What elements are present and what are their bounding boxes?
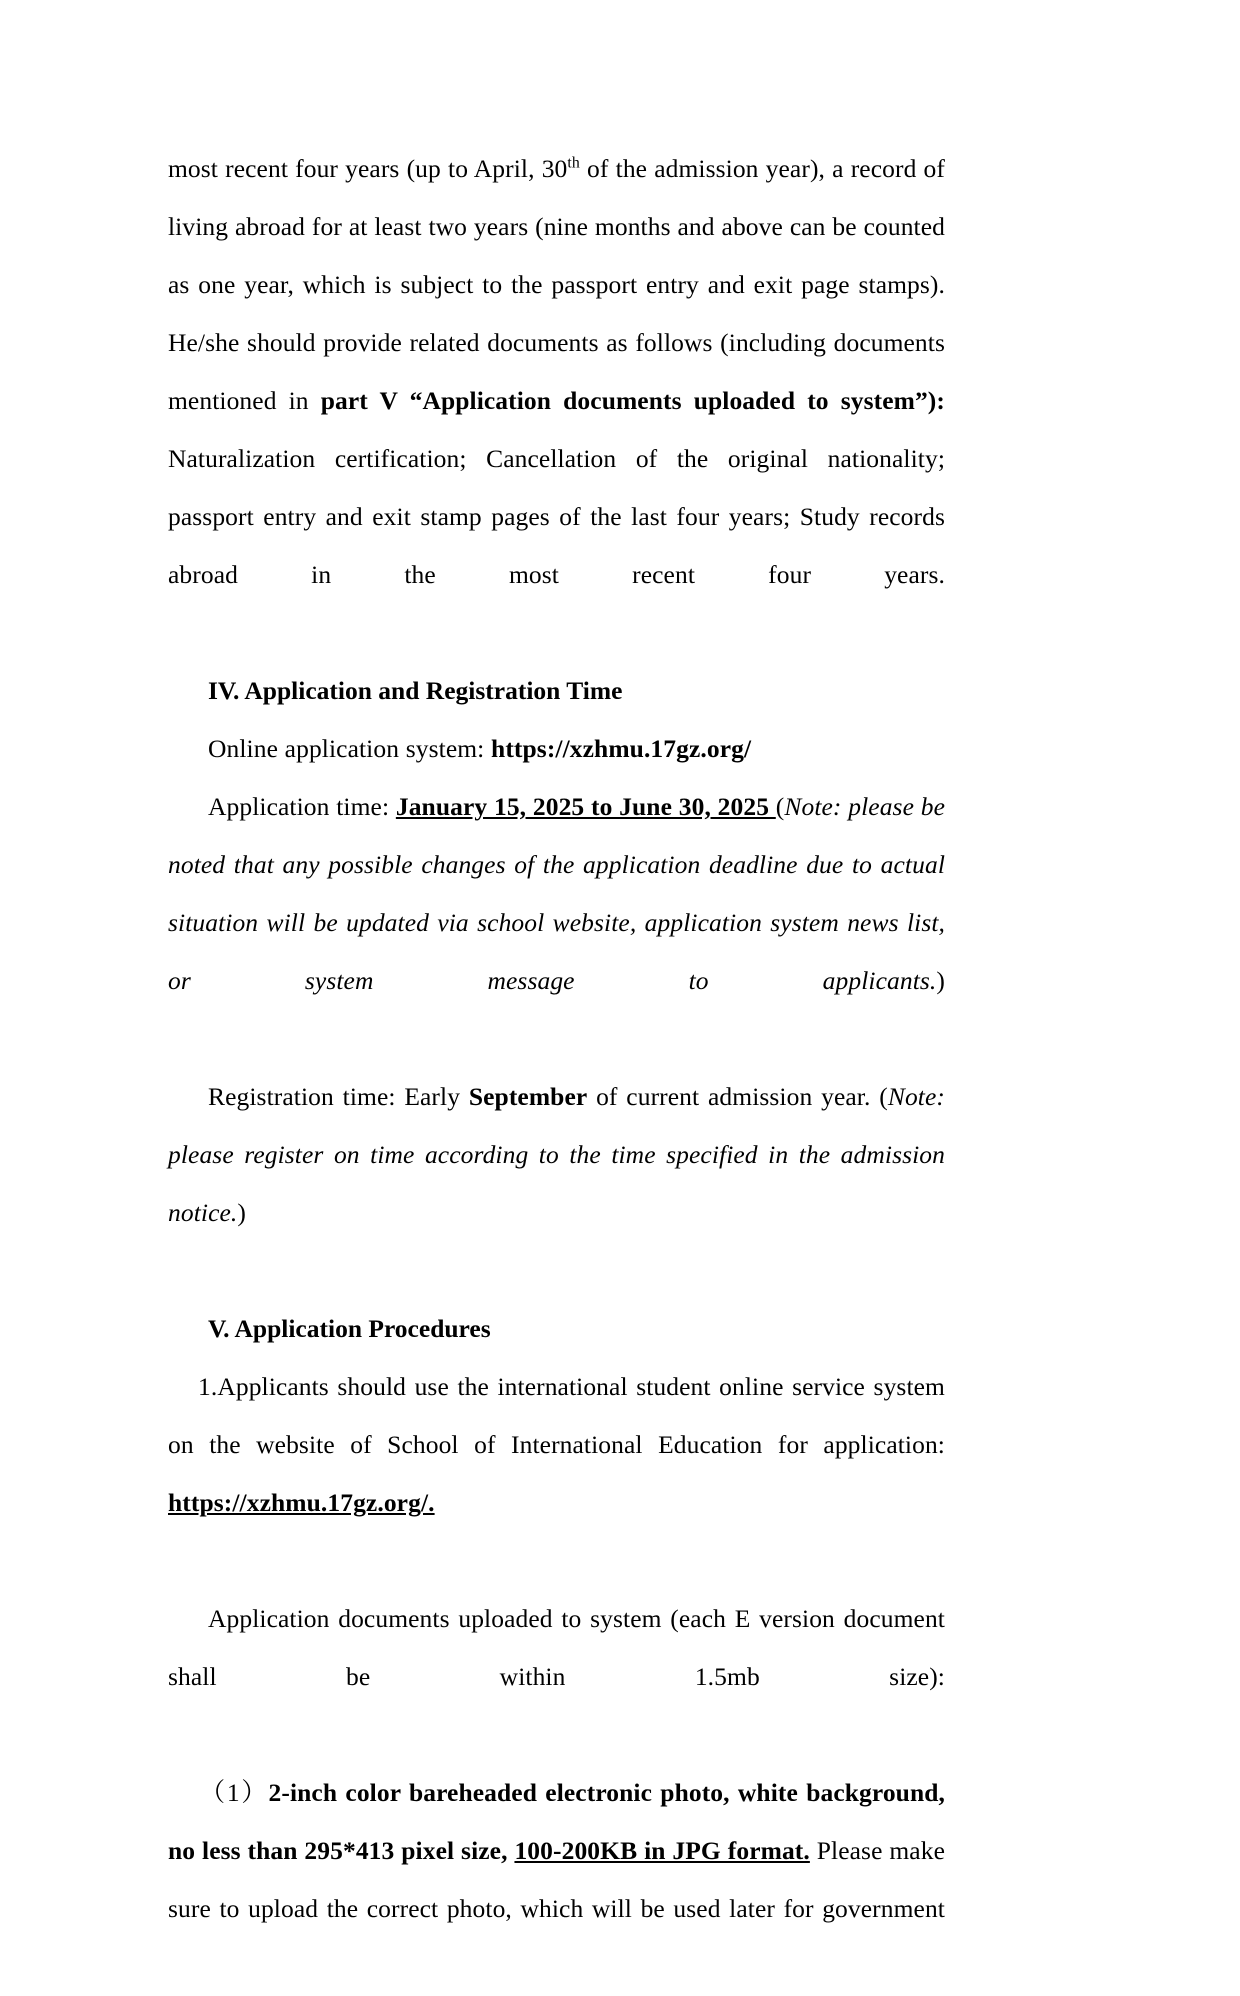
document-item-1-requirement: 2-inch color bareheaded electronic photo, white background, no less than 295*413 pixel size, — [168, 1778, 946, 1865]
procedure-1-text: Applicants should use the international student online service system on the website of School of International Education for application: — [168, 1372, 945, 1459]
application-time-note: Note: please be noted that any possible changes of the application deadline due to actual situation will be updated via school website, application system news list, or system message to applicants. — [168, 792, 946, 995]
note-paren-close: ) — [936, 966, 945, 995]
upload-intro-text: Application documents uploaded to system (each E version document shall be within 1.5mb size): — [168, 1604, 945, 1691]
ordinal-suffix: th — [567, 154, 580, 172]
application-time-value: January 15, 2025 to June 30, 2025 — [395, 792, 776, 821]
application-time-label: Application time: — [208, 792, 396, 821]
registration-time-note: Note: please register on time according to the time specified in the admission notice. — [168, 1082, 945, 1227]
paragraph-continuation — [168, 140, 945, 662]
online-application-system-label: Online application system: — [208, 734, 492, 763]
run-text: of the admission year), a record of living abroad for at least two years (nine months and above can be counted as one year, which is subject to the passport entry and exit page stamps). He/she should provide related documents as follows (including documents mentioned in — [168, 154, 945, 415]
procedure-1-paragraph — [168, 1358, 945, 1590]
registration-time-tail: of current admission year. — [587, 1082, 880, 1111]
document-item-1-tail: Please make sure to upload the correct photo, which will be used later for government — [168, 1836, 945, 1923]
procedure-1-url[interactable]: https://xzhmu.17gz.org/. — [168, 1488, 435, 1517]
run-text: most recent four years (up to April, 30 — [168, 154, 568, 183]
document-item-1-number: （1） — [198, 1778, 269, 1807]
run-bold-part-v-reference: part V “Application documents uploaded to system”): — [320, 386, 945, 415]
document-item-1-paragraph — [168, 1764, 945, 1996]
online-application-system-url[interactable]: https://xzhmu.17gz.org/ — [491, 734, 752, 763]
section-heading-v: V. Application Procedures — [208, 1314, 491, 1343]
note-paren-open: ( — [775, 792, 785, 821]
procedure-1-number: 1. — [198, 1372, 218, 1401]
registration-time-paragraph — [168, 1068, 945, 1300]
note-paren-close: ) — [237, 1198, 246, 1227]
registration-time-label: Registration time: Early — [208, 1082, 469, 1111]
document-item-1-file-spec: 100-200KB in JPG format. — [514, 1836, 810, 1865]
note-paren-open: ( — [879, 1082, 888, 1111]
section-heading-iv: IV. Application and Registration Time — [208, 676, 623, 705]
upload-intro-paragraph — [168, 1590, 945, 1764]
registration-month: September — [468, 1082, 588, 1111]
run-text: Naturalization certification; Cancellation of the original nationality; passport entry and exit stamp pages of the last four years; Study records abroad in the most recent four years. — [168, 444, 945, 589]
application-time-paragraph — [168, 778, 945, 1068]
online-application-system-line — [168, 720, 945, 778]
